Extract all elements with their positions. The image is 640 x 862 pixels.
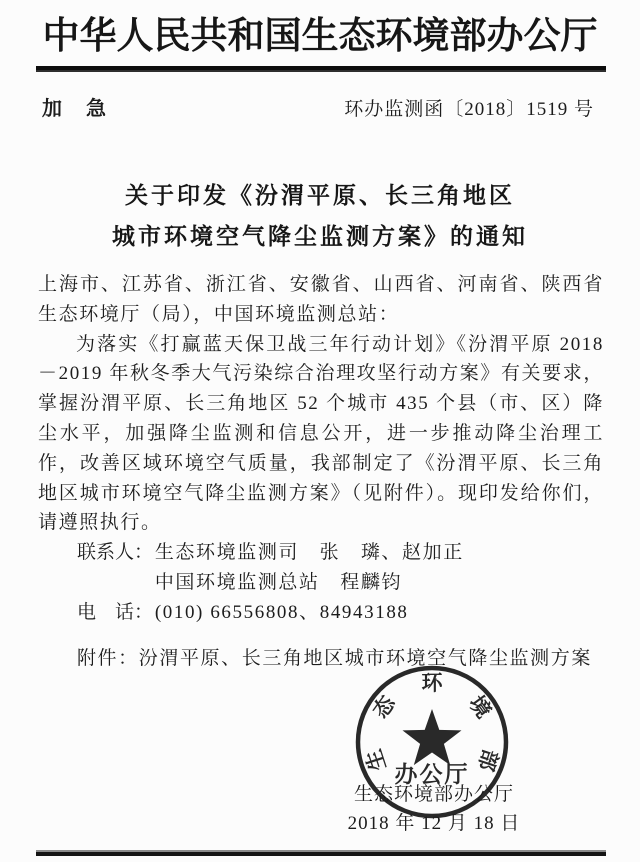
document-body [38, 270, 604, 673]
urgency-label: 加 急 [42, 98, 108, 120]
seal-office-label: 办公厅 [394, 762, 470, 787]
recipients-line: 上海市、江苏省、浙江省、安徽省、山西省、河南省、陕西省生态环境厅（局），中国环境监测总站： [38, 274, 604, 325]
contact-label: 联系人： [76, 542, 153, 564]
seal-arc-char: 部 [473, 746, 503, 774]
seal-arc-char: 环 [421, 671, 443, 695]
official-seal [348, 658, 514, 824]
phone-value: (010) 66556808、84943188 [154, 601, 409, 623]
star-icon [403, 709, 462, 765]
body-paragraph: 为落实《打赢蓝天保卫战三年行动计划》《汾渭平原 2018－2019 年秋冬季大气污染综合治理攻坚行动方案》有关要求，掌握汾渭平原、长三角地区 52 个城市 435 个县（市、区）降尘水平，加强降尘监测和信息公开，进一步推动降尘治理工作，改善区域环境空气质量，我部制定了《汾渭平原、长三角地区城市环境空气降尘监测方案》（见附件）。现印发给你们，请遵照执行。 [38, 333, 604, 534]
phone-row [77, 598, 604, 628]
document-title [0, 175, 640, 257]
contact-row-1 [77, 538, 604, 568]
contact-row-2 [77, 568, 604, 598]
agency-header: 中华人民共和国生态环境部办公厅 [42, 16, 598, 57]
header-divider [36, 66, 606, 72]
phone-label: 电 话： [76, 601, 153, 623]
contact-value-2: 中国环境监测总站 程麟钧 [154, 571, 403, 593]
contact-block [77, 538, 604, 627]
seal-arc-char: 态 [368, 691, 400, 723]
document-number: 环办监测函〔2018〕1519 号 [344, 99, 594, 120]
issue-date: 2018 年 12 月 18 日 [347, 813, 521, 834]
title-line-1: 关于印发《汾渭平原、长三角地区 [125, 183, 515, 208]
attachment-line: 附件：汾渭平原、长三角地区城市环境空气降尘监测方案 [76, 647, 592, 669]
title-line-2: 城市环境空气降尘监测方案》的通知 [112, 224, 528, 249]
issuer-name: 生态环境部办公厅 [353, 784, 514, 805]
footer-divider [36, 850, 606, 856]
meta-row [42, 92, 594, 121]
contact-label-spacer [77, 568, 155, 598]
contact-value-1: 生态环境监测司 张 璘、赵加正 [154, 542, 464, 564]
seal-arc-char: 境 [464, 691, 496, 723]
seal-arc-char: 生 [361, 746, 391, 774]
